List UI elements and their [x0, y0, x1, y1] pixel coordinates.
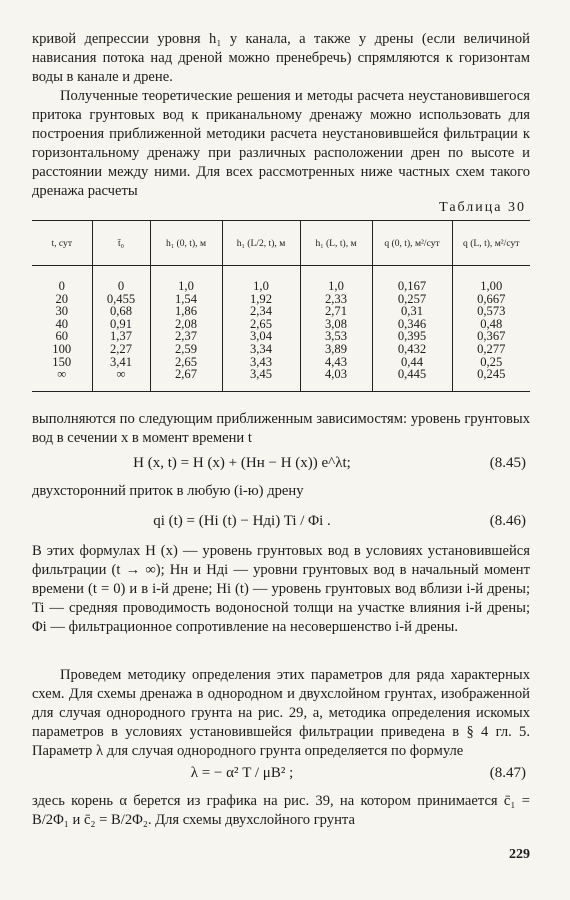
table-cell: 4,03 — [300, 368, 372, 391]
table-row — [32, 318, 530, 331]
paragraph-dependencies: выполняются по следующим приближенным зависимостям: уровень грунтовых вод в сечении x в момент времени t — [32, 411, 530, 446]
table-cell: 40 — [32, 318, 92, 331]
table-cell: 0,367 — [477, 329, 506, 344]
table-cell: 100 — [32, 343, 92, 356]
table-cell: 1,0 — [150, 266, 222, 293]
table-cell: 0,455 — [92, 293, 150, 306]
table-cell: 0 — [92, 266, 150, 293]
table-cell: 3,43 — [222, 356, 300, 369]
col-header: h₁ (0, t), м — [150, 221, 222, 266]
table-cell: 3,89 — [300, 343, 372, 356]
table-cell: 3,45 — [222, 368, 300, 391]
table-cell: 0,91 — [92, 318, 150, 331]
table-cell: 1,54 — [150, 293, 222, 306]
table-cell: 0,68 — [92, 305, 150, 318]
table-row — [32, 305, 530, 318]
col-header: h₁ (L/2, t), м — [222, 221, 300, 266]
table-cell: 1,0 — [222, 266, 300, 293]
table-cell: 60 — [32, 330, 92, 343]
table-header-row — [32, 221, 530, 266]
table-cell: 1,00 — [480, 279, 503, 293]
col-header: q (0, t), м²/сут — [372, 221, 452, 266]
paragraph-top — [32, 30, 530, 87]
data-table — [32, 220, 530, 392]
table-row — [32, 266, 530, 293]
table-cell: 30 — [32, 305, 92, 318]
formula-8-47 — [32, 764, 530, 788]
formula-expression: qi (t) = (Hi (t) − Hдi) Ti / Φi . — [153, 513, 331, 529]
paragraph-root: здесь корень α берется из графика на рис. 39, на котором принимается c̄₁ = B/2Φ₁ и c̄₂ = B/2Φ₂. Для схемы двухслойного грунта — [32, 793, 530, 828]
table-cell: 1,37 — [92, 330, 150, 343]
formula-8-45 — [32, 454, 530, 478]
table-cell: 1,92 — [222, 293, 300, 306]
formula-number: (8.46) — [489, 513, 526, 529]
table-cell: 2,27 — [92, 343, 150, 356]
table-cell: 3,53 — [300, 330, 372, 343]
table-cell: 0,395 — [372, 330, 452, 343]
paragraph-inflow: двухсторонний приток в любую (i-ю) дрену — [32, 483, 304, 499]
col-header: h₁ (L, t), м — [300, 221, 372, 266]
paragraph-continuation: кривой депрессии уровня h₁ у канала, а также у дрены (если величиной нависания потока над дреной можно пренебречь) спрямляются к горизонтам воды в канале и дрене. — [32, 31, 530, 85]
paragraph-methods: Полученные теоретические решения и методы расчета неустановившегося притока грунтовых вод к приканальному дренажу можно использовать для построения приближенной методики расчета неустановившейся фильтрации к горизонтальному дренажу при различных расположении дрен по высоте и расстоянии между ними. Для всех рассмотренных ниже частных схем такого дренажа расчеты — [32, 88, 530, 199]
table-cell: 3,04 — [222, 330, 300, 343]
table-cell: 2,33 — [300, 293, 372, 306]
table-cell: 0,31 — [372, 305, 452, 318]
table-cell: 0 — [32, 266, 92, 293]
table-cell: 20 — [32, 293, 92, 306]
table-row — [32, 343, 530, 356]
paragraph-method: Проведем методику определения этих параметров для ряда характерных схем. Для схемы дренажа в однородном и двухслойном грунтах, изображенной для случая однородного грунта на рис. 29, а, методика определения искомых параметров в условиях установившейся фильтрации приведена в § 4 гл. 5. Параметр λ для случая однородного грунта определяется по формуле — [32, 667, 530, 759]
table-cell: ∞ — [32, 368, 92, 391]
table-cell: 2,65 — [150, 356, 222, 369]
table-cell: 0,44 — [372, 356, 452, 369]
table-cell: 3,41 — [92, 356, 150, 369]
table-cell: 0,573 — [477, 304, 506, 319]
table-cell: ∞ — [92, 368, 150, 391]
table-cell: 3,08 — [300, 318, 372, 331]
formula-expression: λ = − α² T / μB² ; — [190, 765, 294, 781]
table-cell: 2,37 — [150, 330, 222, 343]
table-cell: 2,65 — [222, 318, 300, 331]
table-cell: 2,34 — [222, 305, 300, 318]
table-cell: 0,245 — [452, 368, 530, 391]
table-cell: 2,59 — [150, 343, 222, 356]
formula-number: (8.47) — [489, 765, 526, 781]
table-cell: 4,43 — [300, 356, 372, 369]
table-row — [32, 293, 530, 306]
table-cell: 0,667 — [477, 291, 506, 306]
table-cell: 0,257 — [372, 293, 452, 306]
page-number: 229 — [509, 847, 530, 862]
table-cell: 2,08 — [150, 318, 222, 331]
table-row — [32, 368, 530, 391]
paragraph-3 — [32, 410, 530, 448]
formula-number: (8.45) — [489, 455, 526, 471]
table-cell: 0,432 — [372, 343, 452, 356]
table-cell: 1,86 — [150, 305, 222, 318]
paragraph-5 — [32, 542, 530, 637]
table-title: Таблица 30 — [439, 200, 526, 215]
paragraph-4 — [32, 482, 530, 501]
paragraph-definitions: В этих формулах H (x) — уровень грунтовых вод в условиях установившейся фильтрации (t → ∞); Hн и Hдi — уровни грунтовых вод в начальный момент времени (t = 0) и в i-й дрене; Hi (t) — уровень грунтовых вод вблизи i-й дрены; Ti — средняя проводимость водоносной толщи на участке влияния i-й дрены; Φi — фильтрационное сопротивление на несовершенство i-й дрены. — [32, 543, 530, 635]
table-cell: 3,34 — [222, 343, 300, 356]
table-cell: 0,25 — [480, 354, 503, 369]
col-header: q (L, t), м²/сут — [452, 221, 530, 266]
table-cell: 1,0 — [300, 266, 372, 293]
paragraph-2 — [32, 87, 530, 201]
table-row — [32, 356, 530, 369]
table-cell: 0,445 — [372, 368, 452, 391]
col-header: t, сут — [32, 221, 92, 266]
table-cell: 0,277 — [477, 341, 506, 356]
table-cell: 2,71 — [300, 305, 372, 318]
table-cell: 0,346 — [372, 318, 452, 331]
formula-expression: H (x, t) = H (x) + (Hн − H (x)) e^λt; — [133, 455, 351, 471]
col-header: t̄₀ — [92, 221, 150, 266]
table-cell: 150 — [32, 356, 92, 369]
table-cell: 0,167 — [372, 266, 452, 293]
paragraph-7 — [32, 792, 530, 830]
paragraph-6 — [32, 666, 530, 761]
formula-8-46 — [32, 512, 530, 536]
table-cell: 0,48 — [480, 316, 503, 331]
table-cell: 2,67 — [150, 368, 222, 391]
table-row — [32, 330, 530, 343]
